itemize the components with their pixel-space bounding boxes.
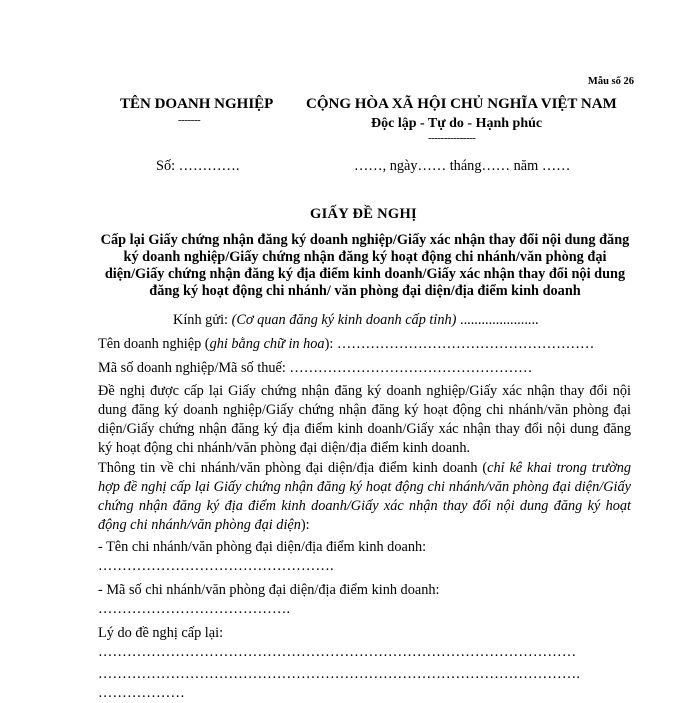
national-title: CỘNG HÒA XÃ HỘI CHỦ NGHĨA VIỆT NAM	[306, 96, 617, 112]
reason-line-1: ………………………………………………………………………………………	[98, 644, 577, 660]
company-name-hint: ghi bằng chữ in hoa	[209, 336, 325, 352]
branch-name-label: - Tên chi nhánh/văn phòng đại diện/địa điểm kinh doanh:	[98, 539, 427, 555]
left-header-divider: -------	[178, 114, 201, 126]
recipient-agency: (Cơ quan đăng ký kinh doanh cấp tỉnh)	[231, 312, 457, 328]
recipient-dots: ......................	[456, 312, 539, 328]
request-paragraph: Đề nghị được cấp lại Giấy chứng nhận đăng ký doanh nghiệp/Giấy xác nhận thay đổi nội dung đăng ký doanh nghiệp/Giấy chứng nhận đăng ký hoạt động chi nhánh/văn phòng đại diện/Giấy chứng nhận đăng ký địa điểm kinh doanh/Giấy xác nhận thay đổi nội dung đăng ký hoạt động chi nhánh/văn phòng đại diện/địa điểm kinh doanh.	[98, 383, 631, 456]
company-name-header: TÊN DOANH NGHIỆP	[120, 96, 274, 112]
national-motto: Độc lập - Tự do - Hạnh phúc	[371, 116, 543, 131]
tax-code-field: Mã số doanh nghiệp/Mã số thuế: ……………………………………………	[98, 360, 533, 376]
recipient-label: Kính gửi:	[173, 312, 232, 328]
branch-name-dots: ………………………………………….	[98, 558, 334, 574]
branch-info-tail: ):	[300, 517, 310, 533]
branch-info-note: chỉ kê khai trong trường hợp đề nghị cấp lại Giấy chứng nhận đăng ký hoạt động chi nhánh/văn phòng đại diện/Giấy chứng nhận đăng ký địa điểm kinh doanh/Giấy xác nhận thay đổi nội dung đăng ký hoạt động chi nhánh/văn phòng đại diện	[98, 460, 632, 533]
document-title: GIẤY ĐỀ NGHỊ	[310, 206, 417, 222]
reason-line-3: ………………	[98, 685, 185, 701]
company-name-label-start: Tên doanh nghiệp (	[98, 336, 210, 352]
document-number: Số: ………….	[156, 158, 240, 174]
reason-label: Lý do đề nghị cấp lại:	[98, 625, 224, 641]
branch-info-lead: Thông tin về chi nhánh/văn phòng đại diện/địa điểm kinh doanh (	[98, 460, 488, 476]
document-subject: Cấp lại Giấy chứng nhận đăng ký doanh nghiệp/Giấy xác nhận thay đổi nội dung đăng ký doanh nghiệp/Giấy chứng nhận đăng ký hoạt động chi nhánh/văn phòng đại diện/Giấy chứng nhận đăng ký địa điểm kinh doanh/Giấy xác nhận thay đổi nội dung đăng ký hoạt động chi nhánh/ văn phòng đại diện/địa điểm kinh doanh	[100, 232, 630, 299]
company-name-field	[98, 335, 594, 354]
form-number: Mẫu số 26	[587, 76, 634, 87]
reason-line-2: ……………………………………………………………………………………….	[98, 666, 581, 682]
company-name-label-end: ): ………………………………………………	[324, 336, 595, 352]
recipient-line	[173, 311, 539, 330]
branch-code-label: - Mã số chi nhánh/văn phòng đại diện/địa điểm kinh doanh:	[98, 582, 440, 598]
right-header-divider: ---------------	[428, 132, 476, 144]
branch-code-dots: ………………………………….	[98, 601, 291, 617]
branch-info-paragraph	[98, 459, 631, 535]
document-date: ……, ngày…… tháng…… năm ……	[354, 158, 571, 174]
